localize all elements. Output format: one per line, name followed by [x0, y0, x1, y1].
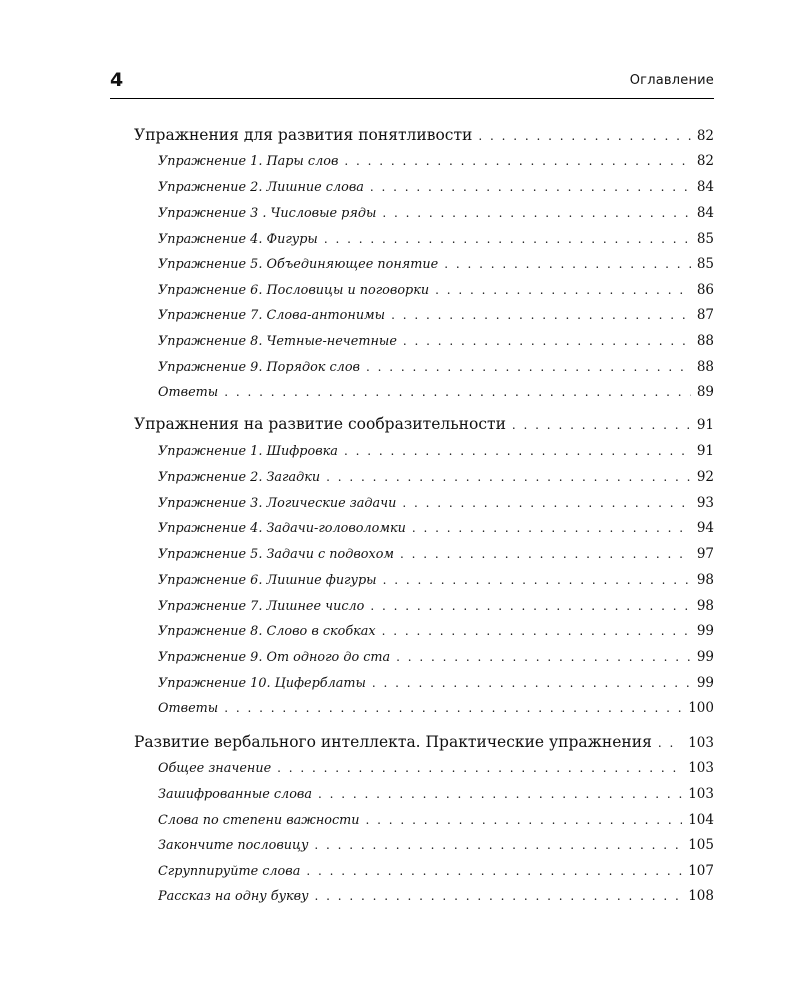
toc-item-label: Закончите пословицу	[158, 838, 309, 853]
toc-item-label: Зашифрованные слова	[158, 787, 312, 802]
toc-item[interactable]	[158, 700, 714, 718]
leader-dots	[658, 736, 682, 750]
toc-item[interactable]	[158, 520, 714, 538]
toc-item-label: Упражнение 3 . Числовые ряды	[158, 206, 377, 221]
toc-item-label: Упражнение 6. Лишние фигуры	[158, 573, 377, 588]
toc-item[interactable]	[158, 546, 714, 564]
toc-page-number: 99	[696, 649, 714, 665]
running-head: Оглавление	[629, 73, 714, 88]
toc-item[interactable]	[158, 333, 714, 351]
toc-page-number: 91	[696, 443, 714, 459]
toc-page-number: 97	[696, 546, 714, 562]
toc-item[interactable]	[158, 598, 714, 616]
toc-section[interactable]	[134, 733, 714, 753]
page-number: 4	[110, 69, 124, 91]
toc-item[interactable]	[158, 179, 714, 197]
toc-item[interactable]	[158, 623, 714, 641]
toc-page-number: 103	[688, 760, 714, 776]
toc-page-number: 92	[696, 469, 714, 485]
toc-page-number: 84	[696, 179, 714, 195]
toc-item-label: Упражнение 1. Пары слов	[158, 154, 339, 169]
leader-dots	[403, 334, 691, 348]
toc-page-number: 99	[696, 675, 714, 691]
leader-dots	[402, 496, 690, 510]
toc-item[interactable]	[158, 812, 714, 830]
leader-dots	[382, 206, 690, 220]
leader-dots	[344, 154, 690, 168]
toc-section-title: Упражнения на развитие сообразительности	[134, 415, 506, 433]
leader-dots	[318, 787, 682, 801]
toc-item[interactable]	[158, 888, 714, 906]
toc-page-number: 85	[696, 231, 714, 247]
toc-page-number: 84	[696, 205, 714, 221]
toc-page-number: 99	[696, 623, 714, 639]
toc-item-label: Ответы	[158, 701, 219, 716]
toc-page-number: 105	[688, 837, 714, 853]
toc-item-label: Упражнение 2. Лишние слова	[158, 180, 364, 195]
toc-item-label: Упражнение 3. Логические задачи	[158, 496, 397, 511]
toc-item[interactable]	[158, 572, 714, 590]
leader-dots	[314, 838, 682, 852]
leader-dots	[370, 180, 691, 194]
leader-dots	[277, 761, 682, 775]
toc-page-number: 103	[688, 735, 714, 751]
leader-dots	[396, 650, 691, 664]
toc-item-label: Упражнение 7. Лишнее число	[158, 599, 365, 614]
toc-item-label: Упражнение 4. Задачи-головоломки	[158, 521, 406, 536]
toc-page-number: 88	[696, 333, 714, 349]
toc-section[interactable]	[134, 415, 714, 435]
toc-item[interactable]	[158, 282, 714, 300]
toc-page-number: 103	[688, 786, 714, 802]
toc-page-number: 98	[696, 598, 714, 614]
leader-dots	[435, 283, 691, 297]
toc-page-number: 93	[696, 495, 714, 511]
toc-item[interactable]	[158, 443, 714, 461]
toc-item[interactable]	[158, 675, 714, 693]
toc-item[interactable]	[158, 205, 714, 223]
toc-page-number: 107	[688, 863, 714, 879]
leader-dots	[391, 308, 691, 322]
toc-page-number: 104	[688, 812, 714, 828]
toc-item-label: Рассказ на одну букву	[158, 889, 309, 904]
toc-page-number: 108	[688, 888, 714, 904]
leader-dots	[370, 599, 690, 613]
leader-dots	[512, 418, 691, 432]
leader-dots	[444, 257, 691, 271]
toc-page-number: 98	[696, 572, 714, 588]
toc-item-label: Упражнение 8. Слово в скобках	[158, 624, 376, 639]
toc-item-label: Сгруппируйте слова	[158, 864, 301, 879]
toc-item-label: Упражнение 5. Задачи с подвохом	[158, 547, 395, 562]
leader-dots	[224, 701, 682, 715]
toc-item[interactable]	[158, 469, 714, 487]
toc-page-number: 85	[696, 256, 714, 272]
toc-item[interactable]	[158, 256, 714, 274]
leader-dots	[366, 360, 691, 374]
toc-item-label: Упражнение 6. Пословицы и поговорки	[158, 283, 430, 298]
toc-page-number: 91	[696, 417, 714, 433]
leader-dots	[412, 521, 691, 535]
leader-dots	[344, 444, 691, 458]
toc-section-title: Упражнения для развития понятливости	[134, 126, 473, 144]
toc-item[interactable]	[158, 786, 714, 804]
toc-item[interactable]	[158, 760, 714, 778]
toc-item[interactable]	[158, 359, 714, 377]
toc-item-label: Упражнение 9. От одного до ста	[158, 650, 391, 665]
leader-dots	[324, 232, 691, 246]
leader-dots	[326, 470, 691, 484]
toc-item-label: Упражнение 1. Шифровка	[158, 444, 338, 459]
toc-page-number: 94	[696, 520, 714, 536]
leader-dots	[315, 889, 683, 903]
toc-item-label: Упражнение 9. Порядок слов	[158, 360, 360, 375]
leader-dots	[400, 547, 691, 561]
toc-section-title: Развитие вербального интеллекта. Практические упражнения	[134, 733, 652, 751]
toc-item-label: Упражнение 8. Четные-нечетные	[158, 334, 397, 349]
toc-item[interactable]	[158, 495, 714, 513]
toc-item[interactable]	[158, 307, 714, 325]
leader-dots	[383, 573, 691, 587]
toc-item[interactable]	[158, 231, 714, 249]
toc-item[interactable]	[158, 837, 714, 855]
leader-dots	[306, 864, 682, 878]
toc-page-number: 87	[696, 307, 714, 323]
leader-dots	[382, 624, 691, 638]
toc-item-label: Общее значение	[158, 761, 272, 776]
toc-section[interactable]	[134, 126, 714, 146]
toc-item-label: Упражнение 5. Объединяющее понятие	[158, 257, 439, 272]
toc-item-label: Упражнение 7. Слова-антонимы	[158, 308, 386, 323]
toc-item[interactable]	[158, 153, 714, 171]
toc-page-number: 89	[696, 384, 714, 400]
toc-page-number: 82	[696, 128, 714, 144]
toc-item-label: Ответы	[158, 385, 219, 400]
toc-item[interactable]	[158, 649, 714, 667]
leader-dots	[478, 129, 690, 143]
toc-item-label: Упражнение 10. Циферблаты	[158, 676, 366, 691]
leader-dots	[224, 385, 691, 399]
toc-item[interactable]	[158, 384, 714, 402]
leader-dots	[366, 813, 683, 827]
toc-page-number: 88	[696, 359, 714, 375]
toc-item[interactable]	[158, 863, 714, 881]
leader-dots	[372, 676, 691, 690]
toc-page-number: 82	[696, 153, 714, 169]
toc-item-label: Слова по степени важности	[158, 813, 360, 828]
toc-page-number: 100	[688, 700, 714, 716]
toc-item-label: Упражнение 2. Загадки	[158, 470, 321, 485]
toc-page-number: 86	[696, 282, 714, 298]
toc-item-label: Упражнение 4. Фигуры	[158, 232, 318, 247]
